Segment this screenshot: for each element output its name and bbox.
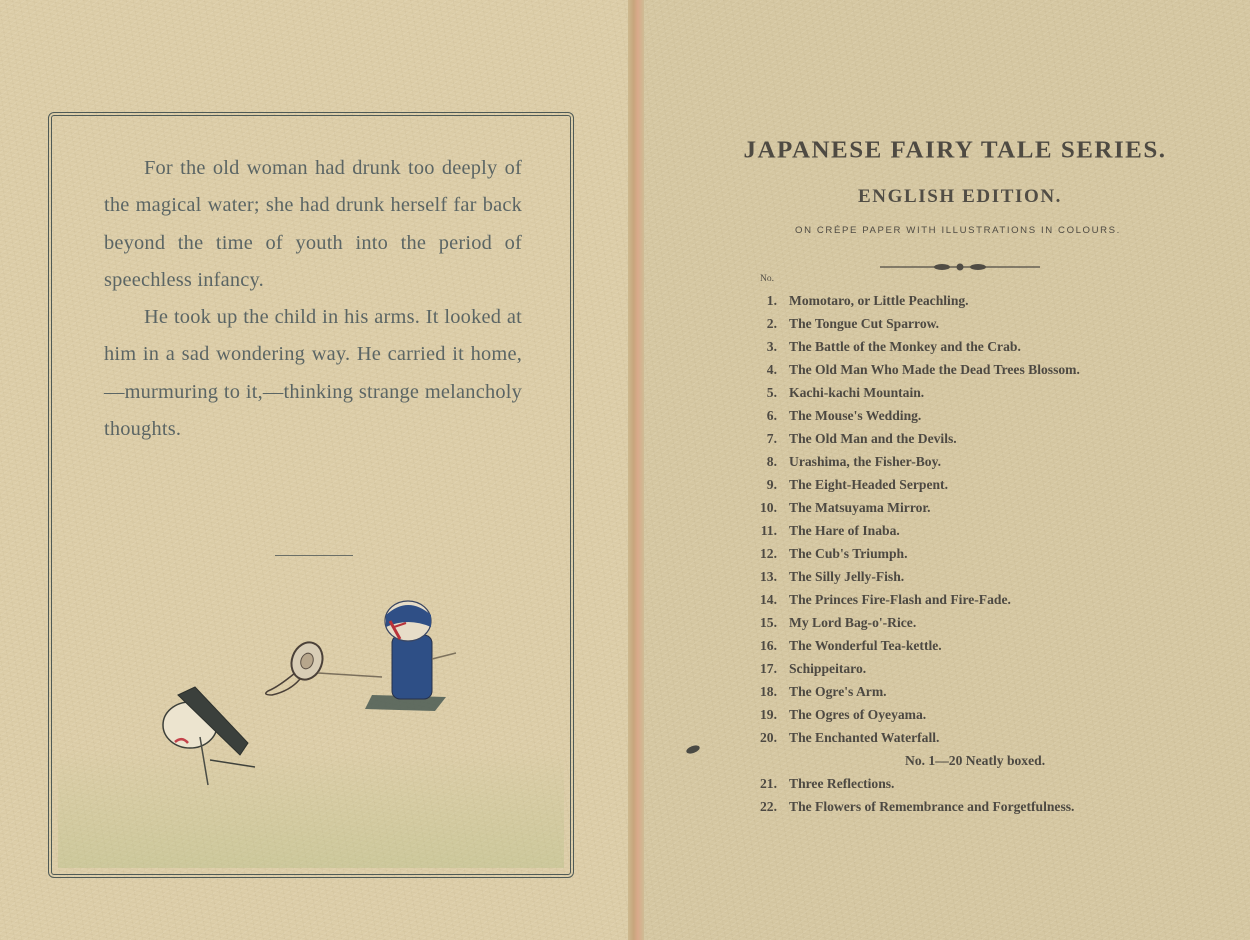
tale-number: 17.	[760, 661, 777, 676]
tale-title: The Silly Jelly-Fish.	[789, 569, 905, 584]
tale-number: 6.	[766, 408, 777, 423]
list-item	[745, 680, 1205, 703]
list-item	[745, 312, 1205, 335]
tale-title: The Princes Fire-Flash and Fire-Fade.	[789, 592, 1011, 607]
list-item	[745, 542, 1205, 565]
fallen-doll-figure	[163, 687, 255, 785]
tale-title: Urashima, the Fisher-Boy.	[789, 454, 942, 469]
edition-subtitle: ON CRÉPE PAPER WITH ILLUSTRATIONS IN COLOURS.	[795, 225, 1121, 236]
tale-number: 11.	[760, 523, 777, 538]
list-item	[745, 703, 1205, 726]
tale-title: Momotaro, or Little Peachling.	[789, 293, 969, 308]
story-paragraph-1: For the old woman had drunk too deeply of the magical water; she had drunk herself far back beyond the time of youth into the period of speechless infancy.	[104, 157, 522, 291]
tale-number: 20.	[760, 730, 777, 745]
tale-title: The Old Man Who Made the Dead Trees Blossom.	[789, 362, 1080, 377]
tale-number: 1.	[766, 293, 777, 308]
book-gutter	[628, 0, 644, 940]
ornament-divider	[880, 261, 1040, 273]
tale-number: 12.	[760, 546, 777, 561]
tale-title: The Ogre's Arm.	[789, 684, 887, 699]
list-item	[745, 450, 1205, 473]
list-item	[745, 335, 1205, 358]
story-paragraph-2: He took up the child in his arms. It looked at him in a sad wondering way. He carried it home,—murmuring to it,—thinking strange melancholy thoughts.	[104, 306, 522, 441]
series-title: JAPANESE FAIRY TALE SERIES.	[743, 137, 1167, 164]
list-item	[745, 496, 1205, 519]
list-item	[745, 726, 1205, 749]
list-item	[745, 358, 1205, 381]
tale-title: The Cub's Triumph.	[789, 546, 908, 561]
tale-title: The Tongue Cut Sparrow.	[789, 316, 940, 331]
list-item	[745, 588, 1205, 611]
tale-number: 4.	[766, 362, 777, 377]
story-text	[104, 150, 522, 448]
tale-number: 22.	[760, 799, 777, 814]
tale-title: The Wonderful Tea-kettle.	[789, 638, 942, 653]
tale-number: 9.	[766, 477, 777, 492]
tale-title: The Ogres of Oyeyama.	[789, 707, 927, 722]
tale-number: 2.	[766, 316, 777, 331]
tale-title: The Eight-Headed Serpent.	[789, 477, 948, 492]
list-item	[745, 657, 1205, 680]
number-column-label: No.	[760, 274, 774, 284]
list-item	[745, 634, 1205, 657]
list-item	[745, 519, 1205, 542]
tale-number: 16.	[760, 638, 777, 653]
tale-list	[745, 289, 1205, 818]
tale-title: The Enchanted Waterfall.	[789, 730, 940, 745]
tale-title: Kachi-kachi Mountain.	[789, 385, 925, 400]
tale-number: 7.	[766, 431, 777, 446]
edition-heading: ENGLISH EDITION.	[857, 186, 1063, 207]
list-item	[745, 611, 1205, 634]
list-item	[745, 381, 1205, 404]
tale-title: The Hare of Inaba.	[789, 523, 900, 538]
tale-number: 13.	[760, 569, 777, 584]
tale-number: 3.	[766, 339, 777, 354]
tale-number: 18.	[760, 684, 777, 699]
tale-number: 10.	[760, 500, 777, 515]
spinning-top-figure	[266, 638, 382, 695]
section-divider	[275, 555, 353, 556]
tale-title: The Battle of the Monkey and the Crab.	[789, 339, 1021, 354]
toy-illustration	[150, 595, 470, 795]
tale-number: 19.	[760, 707, 777, 722]
tale-title: The Flowers of Remembrance and Forgetfulness.	[789, 799, 1075, 814]
tale-title: The Mouse's Wedding.	[789, 408, 922, 423]
tale-number: 21.	[760, 776, 777, 791]
list-item	[745, 795, 1205, 818]
list-item	[745, 772, 1205, 795]
tale-number: 14.	[760, 592, 777, 607]
list-item	[745, 427, 1205, 450]
tale-number: 8.	[766, 454, 777, 469]
blue-doll-figure	[365, 601, 456, 711]
list-item	[745, 473, 1205, 496]
tale-title: Three Reflections.	[789, 776, 895, 791]
tale-number: 5.	[766, 385, 777, 400]
list-item	[745, 289, 1205, 312]
tale-title: The Matsuyama Mirror.	[789, 500, 931, 515]
list-item	[745, 404, 1205, 427]
tale-title: Schippeitaro.	[789, 661, 867, 676]
tale-number: 15.	[760, 615, 777, 630]
tale-title: The Old Man and the Devils.	[789, 431, 957, 446]
boxed-note	[745, 749, 1205, 772]
list-item	[745, 565, 1205, 588]
tale-title: My Lord Bag-o'-Rice.	[789, 615, 917, 630]
boxed-note-text: No. 1—20 Neatly boxed.	[905, 753, 1046, 768]
